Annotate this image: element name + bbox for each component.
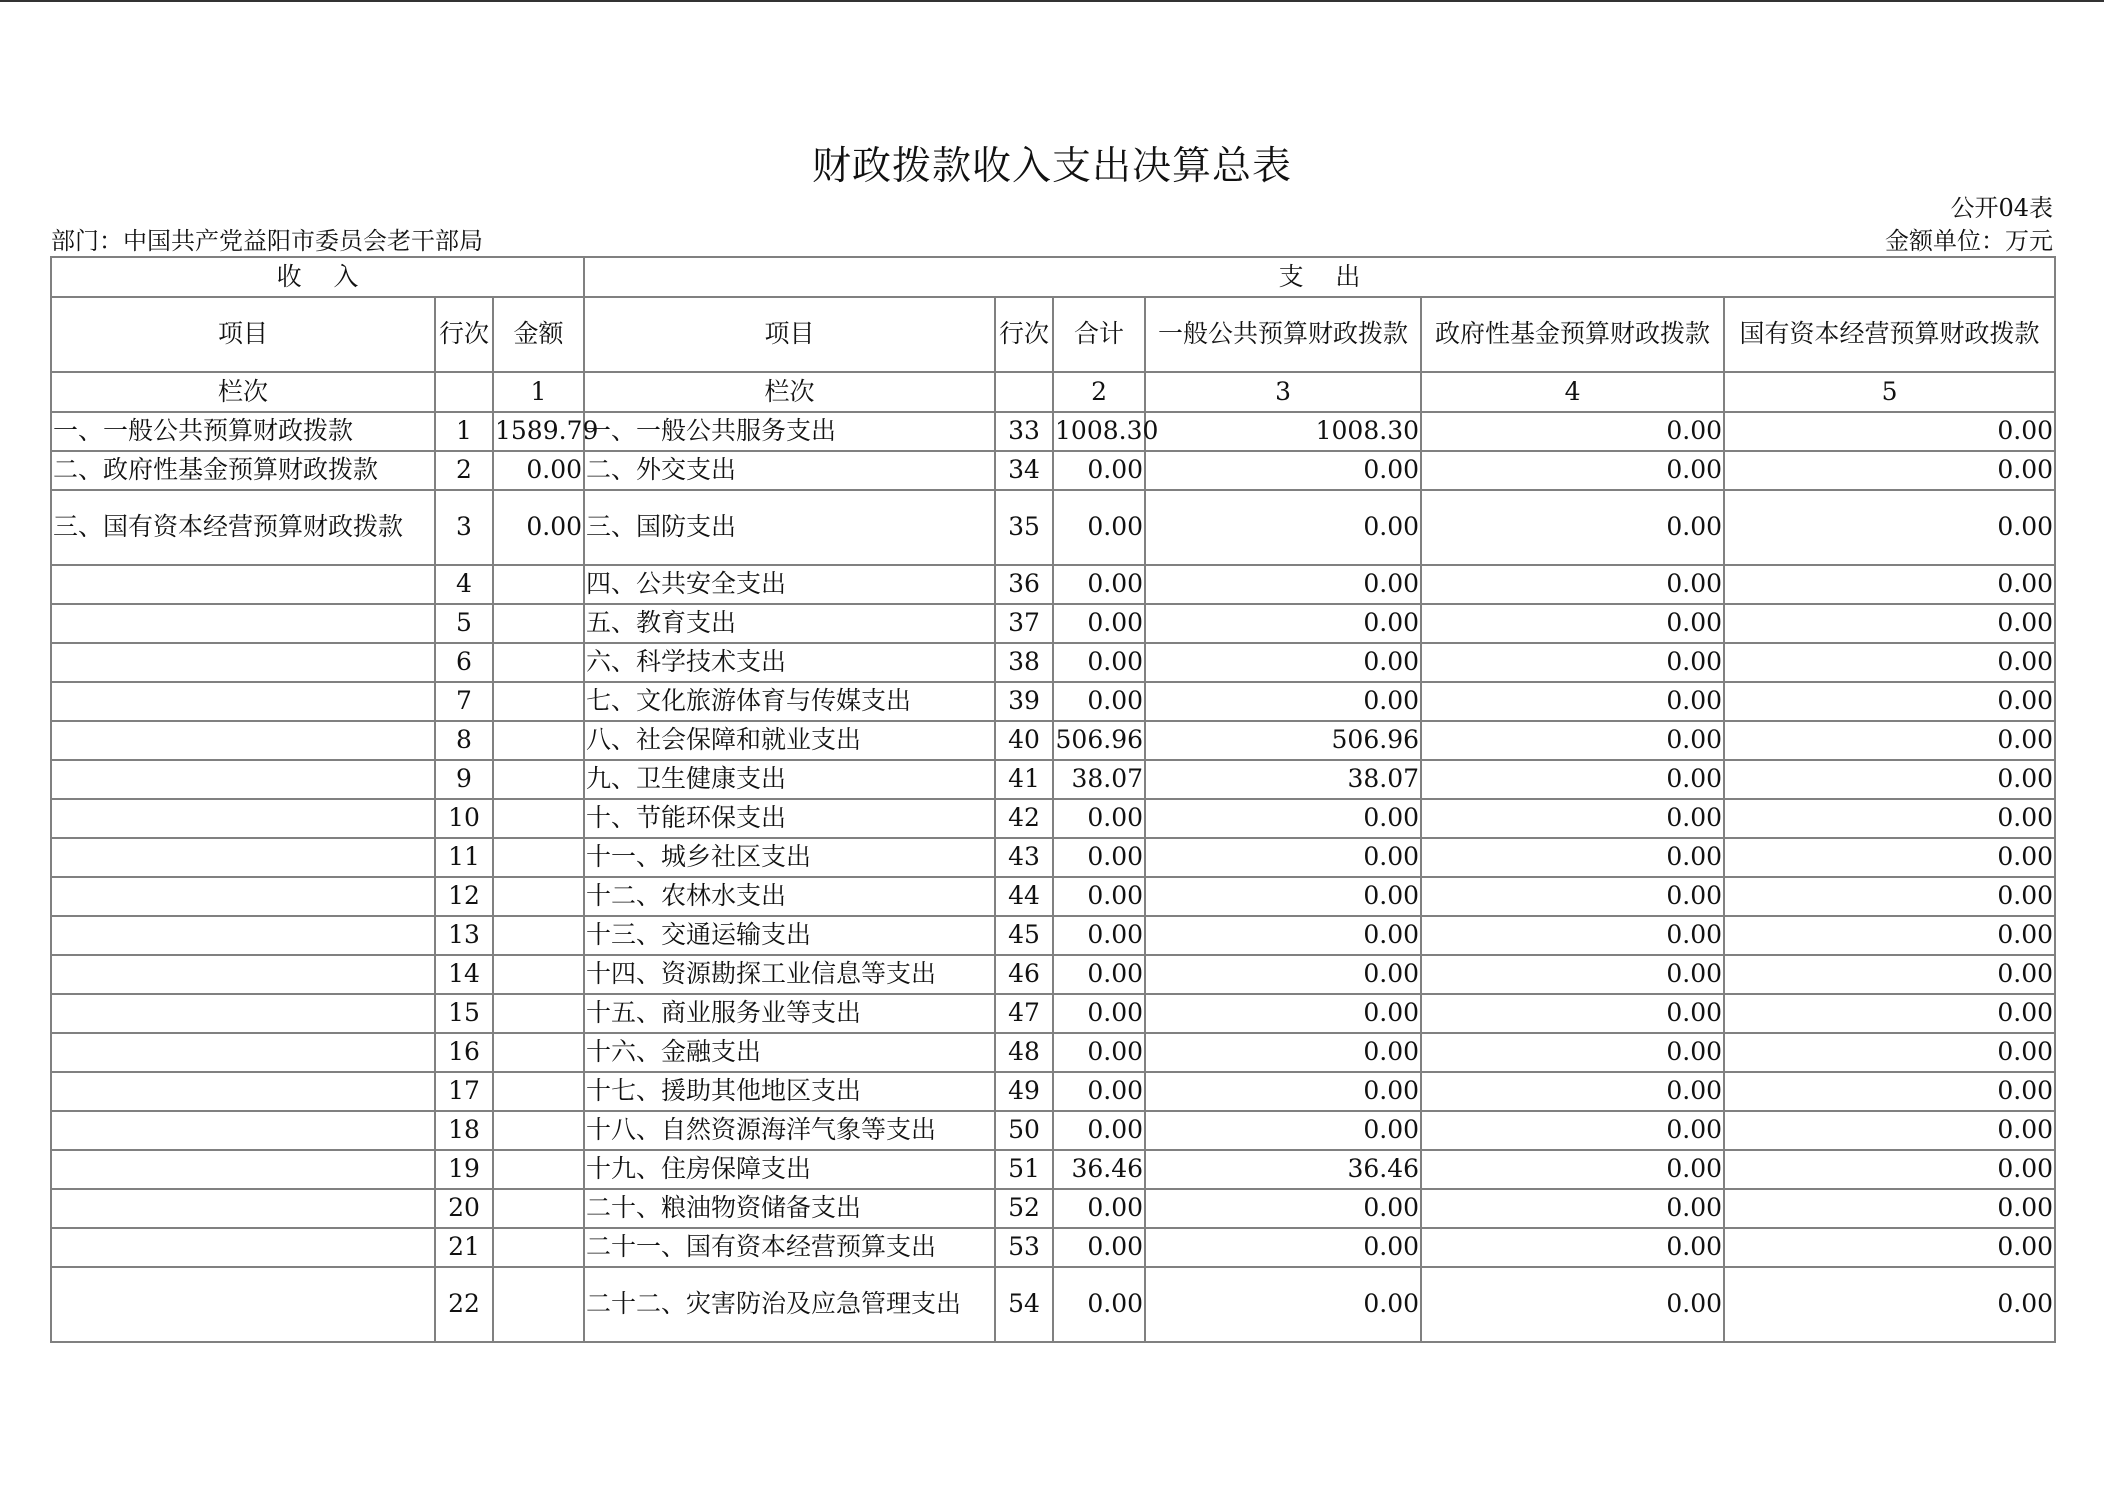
state-capital-value: 0.00 <box>1724 451 2055 490</box>
general-public-value: 0.00 <box>1145 565 1421 604</box>
income-amount: 0.00 <box>493 490 584 565</box>
expense-item: 十六、金融支出 <box>584 1033 995 1072</box>
income-amount <box>493 682 584 721</box>
column-index-row <box>51 372 2055 412</box>
expense-item: 七、文化旅游体育与传媒支出 <box>584 682 995 721</box>
expense-line: 35 <box>995 490 1053 565</box>
general-public-value: 0.00 <box>1145 799 1421 838</box>
expense-item: 四、公共安全支出 <box>584 565 995 604</box>
state-capital-value: 0.00 <box>1724 604 2055 643</box>
income-item: 二、政府性基金预算财政拨款 <box>51 451 435 490</box>
income-line: 1 <box>435 412 493 451</box>
table-row <box>51 955 2055 994</box>
total-value: 0.00 <box>1053 565 1145 604</box>
expense-item: 三、国防支出 <box>584 490 995 565</box>
income-item: 三、国有资本经营预算财政拨款 <box>51 490 435 565</box>
income-amount <box>493 1072 584 1111</box>
income-amount <box>493 1267 584 1342</box>
expense-item: 六、科学技术支出 <box>584 643 995 682</box>
income-item <box>51 682 435 721</box>
table-row <box>51 412 2055 451</box>
general-public-value: 0.00 <box>1145 604 1421 643</box>
income-item: 一、一般公共预算财政拨款 <box>51 412 435 451</box>
income-item <box>51 877 435 916</box>
expense-item: 十一、城乡社区支出 <box>584 838 995 877</box>
total-value: 0.00 <box>1053 604 1145 643</box>
income-amount <box>493 799 584 838</box>
expense-line: 39 <box>995 682 1053 721</box>
expense-line: 49 <box>995 1072 1053 1111</box>
general-public-value: 0.00 <box>1145 1111 1421 1150</box>
income-line: 3 <box>435 490 493 565</box>
gov-fund-value: 0.00 <box>1421 838 1724 877</box>
state-capital-value: 0.00 <box>1724 1033 2055 1072</box>
state-capital-value: 0.00 <box>1724 877 2055 916</box>
income-item <box>51 955 435 994</box>
table-row <box>51 1111 2055 1150</box>
empty-cell <box>435 372 493 412</box>
income-amount <box>493 955 584 994</box>
table-row <box>51 1267 2055 1342</box>
table-row <box>51 916 2055 955</box>
gov-fund-header: 政府性基金预算财政拨款 <box>1421 297 1724 372</box>
income-item <box>51 604 435 643</box>
income-line: 2 <box>435 451 493 490</box>
income-item-header: 项目 <box>51 297 435 372</box>
expense-line: 46 <box>995 955 1053 994</box>
income-amount <box>493 565 584 604</box>
general-public-value: 0.00 <box>1145 643 1421 682</box>
expense-line: 51 <box>995 1150 1053 1189</box>
income-item <box>51 916 435 955</box>
general-public-value: 0.00 <box>1145 490 1421 565</box>
total-value: 0.00 <box>1053 799 1145 838</box>
gov-fund-value: 0.00 <box>1421 643 1724 682</box>
table-row <box>51 451 2055 490</box>
expense-item: 二十二、灾害防治及应急管理支出 <box>584 1267 995 1342</box>
state-capital-value: 0.00 <box>1724 490 2055 565</box>
gov-fund-value: 0.00 <box>1421 1150 1724 1189</box>
expense-item: 一、一般公共服务支出 <box>584 412 995 451</box>
expense-line-header: 行次 <box>995 297 1053 372</box>
expense-line: 50 <box>995 1111 1053 1150</box>
income-line: 10 <box>435 799 493 838</box>
general-public-value: 38.07 <box>1145 760 1421 799</box>
income-line: 9 <box>435 760 493 799</box>
total-value: 0.00 <box>1053 682 1145 721</box>
income-item <box>51 565 435 604</box>
expense-item-header: 项目 <box>584 297 995 372</box>
state-capital-value: 0.00 <box>1724 682 2055 721</box>
income-item <box>51 799 435 838</box>
expense-line: 53 <box>995 1228 1053 1267</box>
total-value: 0.00 <box>1053 490 1145 565</box>
total-header: 合计 <box>1053 297 1145 372</box>
general-public-value: 0.00 <box>1145 682 1421 721</box>
total-value: 0.00 <box>1053 1228 1145 1267</box>
gov-fund-value: 0.00 <box>1421 682 1724 721</box>
expense-item: 十七、援助其他地区支出 <box>584 1072 995 1111</box>
gov-fund-value: 0.00 <box>1421 1033 1724 1072</box>
header-column-names-row <box>51 297 2055 372</box>
income-line: 19 <box>435 1150 493 1189</box>
income-item <box>51 1033 435 1072</box>
general-public-value: 0.00 <box>1145 451 1421 490</box>
expense-column-label: 栏次 <box>584 372 995 412</box>
gov-fund-value: 0.00 <box>1421 1228 1724 1267</box>
expense-item: 十四、资源勘探工业信息等支出 <box>584 955 995 994</box>
income-amount <box>493 721 584 760</box>
general-public-value: 0.00 <box>1145 994 1421 1033</box>
expense-item: 二十一、国有资本经营预算支出 <box>584 1228 995 1267</box>
total-value: 0.00 <box>1053 955 1145 994</box>
general-public-value: 1008.30 <box>1145 412 1421 451</box>
income-line: 4 <box>435 565 493 604</box>
income-amount <box>493 994 584 1033</box>
state-capital-value: 0.00 <box>1724 955 2055 994</box>
form-number: 公开04表 <box>1950 194 2053 222</box>
state-capital-value: 0.00 <box>1724 916 2055 955</box>
gov-fund-value: 0.00 <box>1421 916 1724 955</box>
income-line: 8 <box>435 721 493 760</box>
income-item <box>51 994 435 1033</box>
gov-fund-value: 0.00 <box>1421 760 1724 799</box>
gov-fund-value: 0.00 <box>1421 799 1724 838</box>
gov-fund-value: 0.00 <box>1421 1189 1724 1228</box>
income-line: 11 <box>435 838 493 877</box>
income-column-label: 栏次 <box>51 372 435 412</box>
gov-fund-value: 0.00 <box>1421 604 1724 643</box>
total-value: 0.00 <box>1053 838 1145 877</box>
state-capital-value: 0.00 <box>1724 1150 2055 1189</box>
income-line: 13 <box>435 916 493 955</box>
total-value: 1008.30 <box>1053 412 1145 451</box>
income-line: 16 <box>435 1033 493 1072</box>
expense-line: 44 <box>995 877 1053 916</box>
income-item <box>51 1111 435 1150</box>
col-index-1: 1 <box>493 372 584 412</box>
total-value: 0.00 <box>1053 916 1145 955</box>
general-public-value: 0.00 <box>1145 1228 1421 1267</box>
table-row <box>51 1033 2055 1072</box>
income-amount <box>493 1228 584 1267</box>
state-capital-header: 国有资本经营预算财政拨款 <box>1724 297 2055 372</box>
expense-item: 八、社会保障和就业支出 <box>584 721 995 760</box>
state-capital-value: 0.00 <box>1724 1189 2055 1228</box>
total-value: 0.00 <box>1053 1189 1145 1228</box>
expense-line: 38 <box>995 643 1053 682</box>
income-amount <box>493 1189 584 1228</box>
table-row <box>51 799 2055 838</box>
general-public-value: 0.00 <box>1145 1267 1421 1342</box>
state-capital-value: 0.00 <box>1724 1267 2055 1342</box>
income-line: 18 <box>435 1111 493 1150</box>
total-value: 0.00 <box>1053 1033 1145 1072</box>
state-capital-value: 0.00 <box>1724 721 2055 760</box>
general-public-value: 0.00 <box>1145 1033 1421 1072</box>
income-section-header: 收 入 <box>51 257 584 297</box>
income-line: 15 <box>435 994 493 1033</box>
total-value: 36.46 <box>1053 1150 1145 1189</box>
table-row <box>51 1228 2055 1267</box>
col-index-2: 2 <box>1053 372 1145 412</box>
general-public-value: 0.00 <box>1145 1072 1421 1111</box>
expense-item: 十九、住房保障支出 <box>584 1150 995 1189</box>
total-value: 0.00 <box>1053 1072 1145 1111</box>
income-line: 7 <box>435 682 493 721</box>
expense-item: 十二、农林水支出 <box>584 877 995 916</box>
income-item <box>51 643 435 682</box>
expense-item: 二十、粮油物资储备支出 <box>584 1189 995 1228</box>
expense-line: 36 <box>995 565 1053 604</box>
income-amount <box>493 877 584 916</box>
total-value: 0.00 <box>1053 1267 1145 1342</box>
col-index-3: 3 <box>1145 372 1421 412</box>
expense-item: 十三、交通运输支出 <box>584 916 995 955</box>
table-row <box>51 565 2055 604</box>
gov-fund-value: 0.00 <box>1421 565 1724 604</box>
income-line: 22 <box>435 1267 493 1342</box>
expense-line: 45 <box>995 916 1053 955</box>
state-capital-value: 0.00 <box>1724 799 2055 838</box>
general-public-value: 0.00 <box>1145 877 1421 916</box>
state-capital-value: 0.00 <box>1724 565 2055 604</box>
income-amount: 1589.79 <box>493 412 584 451</box>
gov-fund-value: 0.00 <box>1421 877 1724 916</box>
table-row <box>51 1072 2055 1111</box>
general-public-value: 0.00 <box>1145 838 1421 877</box>
general-public-value: 36.46 <box>1145 1150 1421 1189</box>
gov-fund-value: 0.00 <box>1421 721 1724 760</box>
expense-item: 五、教育支出 <box>584 604 995 643</box>
table-row <box>51 838 2055 877</box>
total-value: 0.00 <box>1053 1111 1145 1150</box>
expense-line: 43 <box>995 838 1053 877</box>
income-amount: 0.00 <box>493 451 584 490</box>
income-line: 21 <box>435 1228 493 1267</box>
income-item <box>51 1072 435 1111</box>
income-item <box>51 1228 435 1267</box>
income-item <box>51 1189 435 1228</box>
total-value: 38.07 <box>1053 760 1145 799</box>
income-item <box>51 721 435 760</box>
table-row <box>51 682 2055 721</box>
top-border-line <box>0 0 2104 2</box>
gov-fund-value: 0.00 <box>1421 1072 1724 1111</box>
expense-line: 40 <box>995 721 1053 760</box>
general-public-value: 0.00 <box>1145 955 1421 994</box>
col-index-5: 5 <box>1724 372 2055 412</box>
expense-line: 47 <box>995 994 1053 1033</box>
table-row <box>51 490 2055 565</box>
income-amount <box>493 1150 584 1189</box>
gov-fund-value: 0.00 <box>1421 451 1724 490</box>
income-line: 14 <box>435 955 493 994</box>
expense-line: 52 <box>995 1189 1053 1228</box>
general-public-header: 一般公共预算财政拨款 <box>1145 297 1421 372</box>
income-amount <box>493 838 584 877</box>
gov-fund-value: 0.00 <box>1421 955 1724 994</box>
gov-fund-value: 0.00 <box>1421 1111 1724 1150</box>
income-amount <box>493 760 584 799</box>
total-value: 0.00 <box>1053 451 1145 490</box>
expense-item: 十五、商业服务业等支出 <box>584 994 995 1033</box>
report-table <box>50 256 2056 1343</box>
total-value: 0.00 <box>1053 994 1145 1033</box>
state-capital-value: 0.00 <box>1724 838 2055 877</box>
expense-section-header: 支 出 <box>584 257 2055 297</box>
income-line-header: 行次 <box>435 297 493 372</box>
income-line: 12 <box>435 877 493 916</box>
state-capital-value: 0.00 <box>1724 1072 2055 1111</box>
page-title: 财政拨款收入支出决算总表 <box>811 144 1292 189</box>
table-row <box>51 760 2055 799</box>
gov-fund-value: 0.00 <box>1421 412 1724 451</box>
table-row <box>51 643 2055 682</box>
income-item <box>51 760 435 799</box>
general-public-value: 506.96 <box>1145 721 1421 760</box>
expense-line: 48 <box>995 1033 1053 1072</box>
total-value: 0.00 <box>1053 877 1145 916</box>
income-amount <box>493 1033 584 1072</box>
income-line: 20 <box>435 1189 493 1228</box>
gov-fund-value: 0.00 <box>1421 994 1724 1033</box>
income-amount <box>493 916 584 955</box>
department-label: 部门：中国共产党益阳市委员会老干部局 <box>51 227 483 255</box>
table-row <box>51 1189 2055 1228</box>
income-line: 17 <box>435 1072 493 1111</box>
income-amount <box>493 643 584 682</box>
expense-item: 十、节能环保支出 <box>584 799 995 838</box>
income-item <box>51 1267 435 1342</box>
income-line: 6 <box>435 643 493 682</box>
general-public-value: 0.00 <box>1145 916 1421 955</box>
state-capital-value: 0.00 <box>1724 1111 2055 1150</box>
table-row <box>51 721 2055 760</box>
income-item <box>51 838 435 877</box>
total-value: 0.00 <box>1053 643 1145 682</box>
expense-item: 九、卫生健康支出 <box>584 760 995 799</box>
expense-line: 42 <box>995 799 1053 838</box>
expense-item: 十八、自然资源海洋气象等支出 <box>584 1111 995 1150</box>
income-amount-header: 金额 <box>493 297 584 372</box>
general-public-value: 0.00 <box>1145 1189 1421 1228</box>
gov-fund-value: 0.00 <box>1421 1267 1724 1342</box>
state-capital-value: 0.00 <box>1724 412 2055 451</box>
header-section-row <box>51 257 2055 297</box>
income-item <box>51 1150 435 1189</box>
table-row <box>51 877 2055 916</box>
expense-line: 54 <box>995 1267 1053 1342</box>
total-value: 506.96 <box>1053 721 1145 760</box>
income-amount <box>493 1111 584 1150</box>
unit-label: 金额单位：万元 <box>1885 227 2053 255</box>
state-capital-value: 0.00 <box>1724 994 2055 1033</box>
table-row <box>51 604 2055 643</box>
table-row <box>51 994 2055 1033</box>
expense-item: 二、外交支出 <box>584 451 995 490</box>
col-index-4: 4 <box>1421 372 1724 412</box>
state-capital-value: 0.00 <box>1724 643 2055 682</box>
income-amount <box>493 604 584 643</box>
expense-line: 34 <box>995 451 1053 490</box>
state-capital-value: 0.00 <box>1724 760 2055 799</box>
gov-fund-value: 0.00 <box>1421 490 1724 565</box>
table-row <box>51 1150 2055 1189</box>
empty-cell <box>995 372 1053 412</box>
expense-line: 33 <box>995 412 1053 451</box>
state-capital-value: 0.00 <box>1724 1228 2055 1267</box>
income-line: 5 <box>435 604 493 643</box>
expense-line: 37 <box>995 604 1053 643</box>
expense-line: 41 <box>995 760 1053 799</box>
